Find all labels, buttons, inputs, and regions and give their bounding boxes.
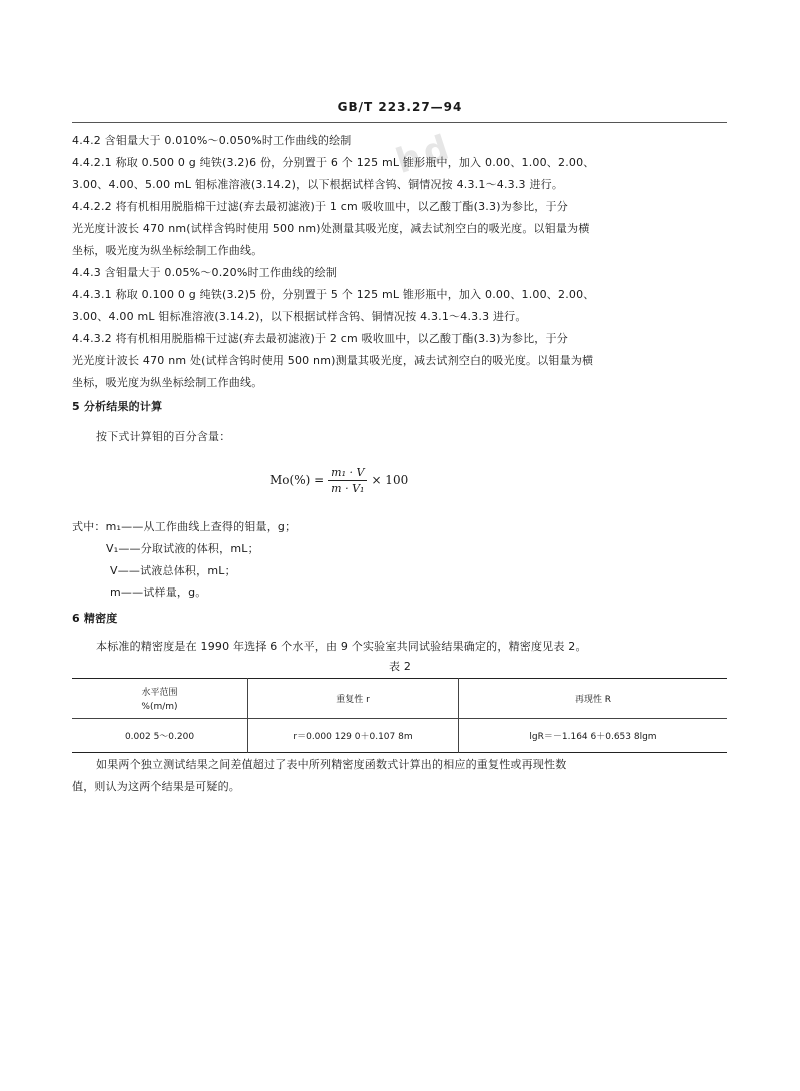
- cell-repeatability: r＝0.000 129 0＋0.107 8m: [248, 719, 459, 753]
- header-repeatability: 重复性 r: [248, 679, 459, 719]
- section-4-4-2-2-line3: 坐标，吸光度为纵坐标绘制工作曲线。: [72, 244, 263, 257]
- section-4-4-3-2-line2: 光光度计波长 470 nm 处(试样含钨时使用 500 nm)测量其吸光度，减去试剂空白的吸光度。以钼量为横: [72, 354, 594, 367]
- page-header: GB/T 223.27—94: [337, 100, 463, 114]
- section-4-4-3-title: 4.4.3 含钼量大于 0.05%～0.20%时工作曲线的绘制: [72, 266, 338, 279]
- section-6-title: 6 精密度: [72, 612, 118, 625]
- header-level: [72, 679, 248, 719]
- section-4-4-2-1-line2: 3.00、4.00、5.00 mL 钼标准溶液(3.14.2)，以下根据试样含钨、铜情况按 4.3.1～4.3.3 进行。: [72, 178, 564, 191]
- formula-fraction: [328, 466, 367, 495]
- section-4-4-3-1-line1: 4.4.3.1 称取 0.100 0 g 纯铁(3.2)5 份，分别置于 5 个 125 mL 锥形瓶中，加入 0.00、1.00、2.00、: [72, 288, 595, 301]
- legend-v: V——试液总体积，mL；: [110, 564, 236, 577]
- section-4-4-3-2-line3: 坐标，吸光度为纵坐标绘制工作曲线。: [72, 376, 263, 389]
- section-4-4-2-2-line1: 4.4.2.2 将有机相用脱脂棉干过滤(弃去最初滤液)于 1 cm 吸收皿中，以乙酸丁酯(3.3)为参比，于分: [72, 200, 568, 213]
- legend-m1: 式中：m₁——从工作曲线上查得的钼量，g；: [72, 520, 297, 533]
- calculation-formula: [270, 460, 408, 500]
- section-4-4-2-title: 4.4.2 含钼量大于 0.010%～0.050%时工作曲线的绘制: [72, 134, 352, 147]
- header-reproducibility: 再现性 R: [459, 679, 728, 719]
- cell-level: 0.002 5～0.200: [124, 732, 195, 742]
- header-level-line2: %(m/m): [141, 702, 178, 712]
- header-level-line1: 水平范围: [141, 688, 178, 698]
- formula-denominator: m · V₁: [331, 481, 365, 495]
- cell-reproducibility: lgR＝－1.164 6＋0.653 8lgm: [459, 719, 728, 753]
- legend-v1: V₁——分取试液的体积，mL；: [106, 542, 259, 555]
- section-4-4-3-2-line1: 4.4.3.2 将有机相用脱脂棉干过滤(弃去最初滤液)于 2 cm 吸收皿中，以乙酸丁酯(3.3)为参比，于分: [72, 332, 568, 345]
- watermark: hd: [391, 126, 458, 182]
- section-4-4-3-1-line2: 3.00、4.00 mL 钼标准溶液(3.14.2)，以下根据试样含钨、铜情况按 4.3.1～4.3.3 进行。: [72, 310, 527, 323]
- table-caption: 表 2: [388, 660, 412, 673]
- table-row: [72, 719, 727, 753]
- legend-m: m——试样量，g。: [110, 586, 207, 599]
- header-rule: [72, 122, 727, 123]
- formula-numerator: m₁ · V: [328, 466, 367, 481]
- closing-line2: 值，则认为这两个结果是可疑的。: [72, 780, 240, 793]
- formula-lhs: Mo(%) =: [270, 473, 325, 487]
- section-5-title: 5 分析结果的计算: [72, 400, 163, 413]
- section-6-text: 本标准的精密度是在 1990 年选择 6 个水平，由 9 个实验室共同试验结果确定的，精密度见表 2。: [96, 640, 587, 653]
- precision-table: [72, 678, 727, 753]
- section-5-intro: 按下式计算钼的百分含量：: [96, 430, 231, 443]
- formula-rhs: × 100: [371, 473, 409, 487]
- section-4-4-2-1-line1: 4.4.2.1 称取 0.500 0 g 纯铁(3.2)6 份，分别置于 6 个 125 mL 锥形瓶中，加入 0.00、1.00、2.00、: [72, 156, 595, 169]
- section-4-4-2-2-line2: 光光度计波长 470 nm(试样含钨时使用 500 nm)处测量其吸光度，减去试剂空白的吸光度。以钼量为横: [72, 222, 590, 235]
- closing-line1: 如果两个独立测试结果之间差值超过了表中所列精密度函数式计算出的相应的重复性或再现性数: [96, 758, 567, 771]
